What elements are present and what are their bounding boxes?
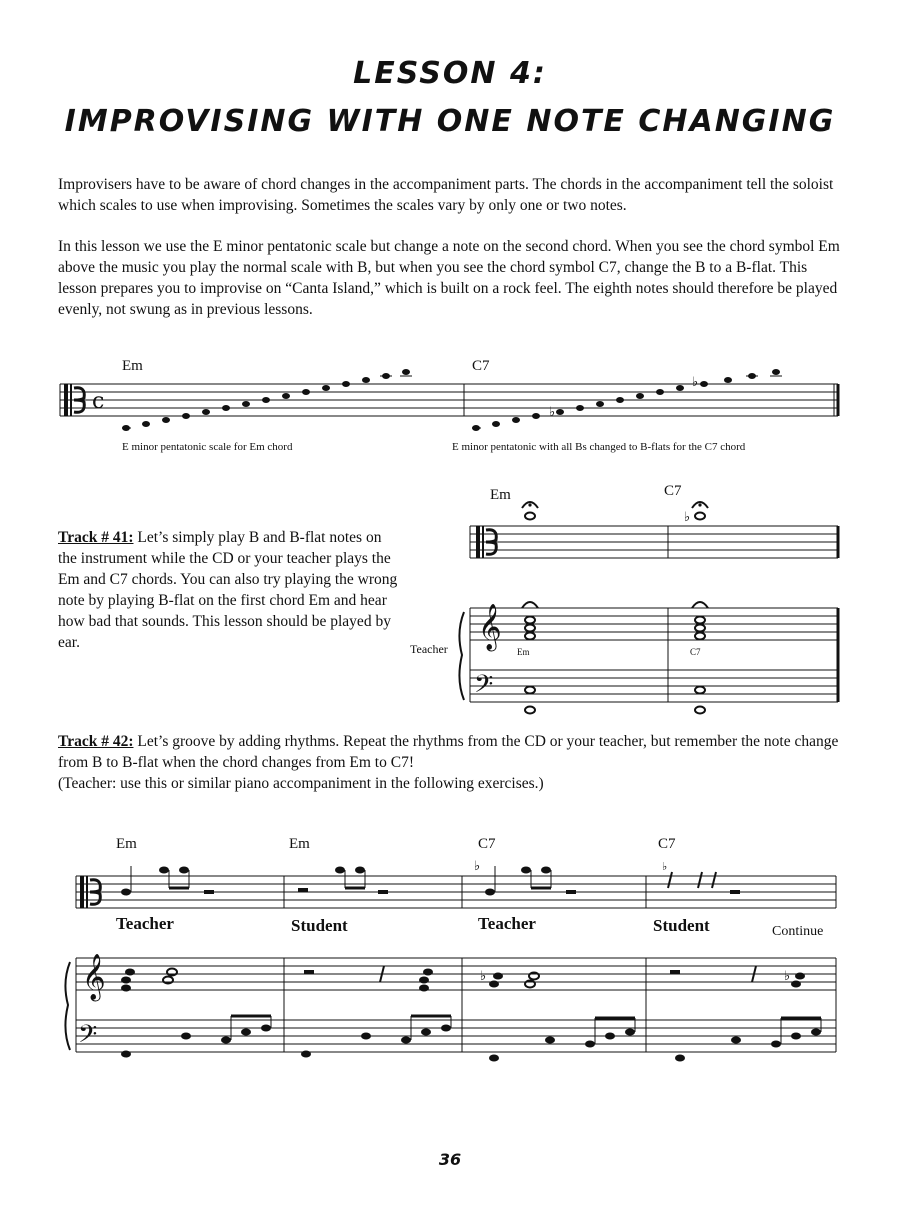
page-number: 36 xyxy=(438,1150,462,1169)
svg-text:♭: ♭ xyxy=(662,860,668,873)
t42-chord-2: Em xyxy=(289,836,310,852)
t42-chord-3: C7 xyxy=(478,836,496,852)
track41-chord-c7: C7 xyxy=(664,483,682,499)
t42-role-3: Teacher xyxy=(478,914,536,933)
track-41-text: Let’s simply play B and B-flat notes on the instrument while the CD or your teacher plays the Em and C7 chords. You can also try playing the wrong note by playing B-flat on the first chord Em and hear how bad that sounds. This lesson should be played by ear. xyxy=(58,529,398,651)
track-42-label: Track # 42: xyxy=(58,733,134,750)
svg-text:♭: ♭ xyxy=(692,375,699,390)
lesson-number-heading: LESSON 4: xyxy=(353,56,547,91)
track-41-label: Track # 41: xyxy=(58,529,134,546)
scale-chord-c7: C7 xyxy=(472,358,490,374)
svg-text:𝄢: 𝄢 xyxy=(474,670,494,705)
track41-piano-chord-em: Em xyxy=(517,647,530,657)
track-42-teacher-note: (Teacher: use this or similar piano accompaniment in the following exercises.) xyxy=(58,775,544,792)
track41-staves xyxy=(459,526,838,702)
svg-text:c: c xyxy=(92,389,105,414)
svg-text:♭: ♭ xyxy=(480,969,487,984)
scale-caption-c7: E minor pentatonic with all Bs changed to B-flats for the C7 chord xyxy=(452,441,746,453)
scale-chord-em: Em xyxy=(122,358,143,374)
lesson-title-heading: IMPROVISING WITH ONE NOTE CHANGING xyxy=(64,104,836,139)
track-42-text: Let’s groove by adding rhythms. Repeat the rhythms from the CD or your teacher, but remember the note change from B to B-flat when the chord changes from Em to C7! xyxy=(58,733,839,771)
t42-role-1: Teacher xyxy=(116,914,174,933)
svg-text:♭: ♭ xyxy=(549,405,556,420)
continue-label: Continue xyxy=(772,924,824,939)
scale-staff xyxy=(60,384,838,416)
svg-text:𝄞: 𝄞 xyxy=(82,954,106,1000)
t42-role-4: Student xyxy=(653,916,710,935)
intro-paragraph-2: In this lesson we use the E minor pentatonic scale but change a note on the second chord. When you see the chord symbol Em above the music you play the normal scale with B, but when you see the chord symbol C7, change the B to a B-flat. This lesson prepares you to improvise on “Canta Island,” which is built on a rock feel. The eighth notes should therefore be played evenly, not swung as in previous lessons. xyxy=(58,238,840,318)
svg-text:♭: ♭ xyxy=(474,859,481,874)
scale-caption-em: E minor pentatonic scale for Em chord xyxy=(122,441,293,453)
t42-role-2: Student xyxy=(291,916,348,935)
t42-chord-1: Em xyxy=(116,836,137,852)
track42-notes xyxy=(78,859,824,1062)
track41-piano-chord-c7: C7 xyxy=(690,647,701,657)
svg-text:𝄢: 𝄢 xyxy=(78,1020,98,1055)
track41-chord-em: Em xyxy=(490,487,511,503)
svg-text:♭: ♭ xyxy=(784,969,791,984)
svg-text:♭: ♭ xyxy=(684,510,691,525)
svg-text:𝄞: 𝄞 xyxy=(478,604,502,650)
intro-paragraph-1: Improvisers have to be aware of chord changes in the accompaniment parts. The chords in the accompaniment tell the soloist which scales to use when improvising. Sometimes the scales vary by only one or two notes. xyxy=(58,176,834,214)
t42-chord-4: C7 xyxy=(658,836,676,852)
track41-teacher-label: Teacher xyxy=(410,642,448,656)
